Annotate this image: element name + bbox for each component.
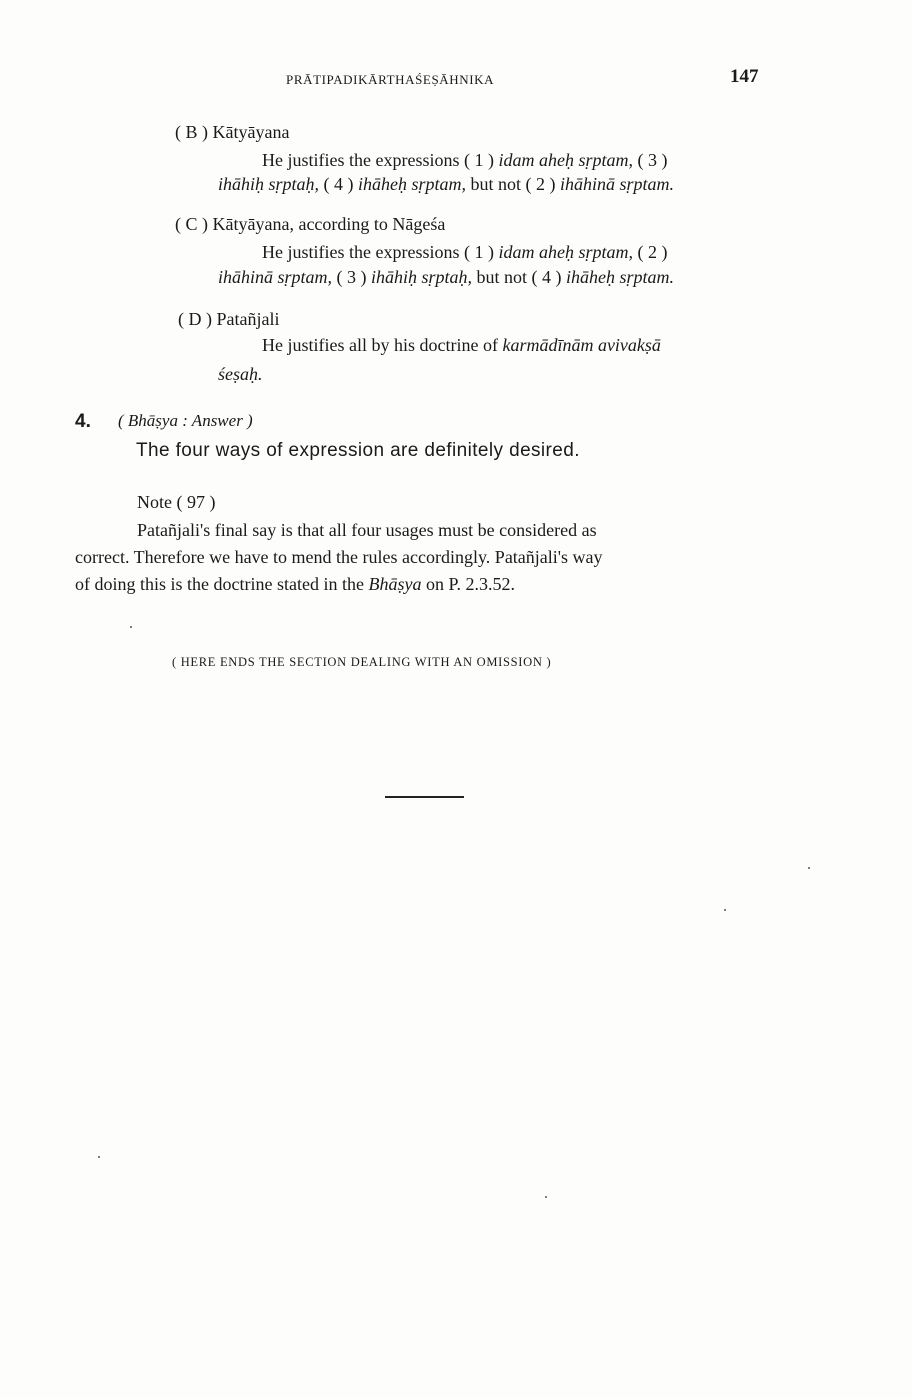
view-d-line-2 [218,364,263,385]
view-c-line-2 [218,267,674,288]
scan-speck [545,1196,547,1198]
text: He justifies the expressions ( 1 ) [262,242,499,262]
text: ( 4 ) [319,174,359,194]
running-head: PRĀTIPADIKĀRTHAŚEṢĀHNIKA [286,72,495,87]
italic-text: Bhāṣya [368,574,422,594]
italic-text: ihāheḥ sṛptam. [566,267,675,287]
text: He justifies all by his doctrine of [262,335,503,355]
italic-text: idam aheḥ sṛptam, [498,150,633,170]
view-d-line-1 [262,335,661,356]
scan-speck [808,867,810,869]
text: but not ( 2 ) [466,174,561,194]
text: ( 3 ) [632,150,668,170]
italic-text: ihāhinā sṛptam. [560,174,675,194]
scan-speck [724,909,726,911]
text: ( 2 ) [632,242,668,262]
text: of doing this is the doctrine stated in the [75,574,369,594]
text: He justifies the expressions ( 1 ) [262,150,499,170]
note-line-1: Patañjali's final say is that all four usages must be considered as [137,520,597,540]
italic-text: śeṣaḥ. [218,364,263,384]
view-d-heading: ( D ) Patañjali [178,309,280,329]
view-c-heading: ( C ) Kātyāyana, according to Nāgeśa [175,214,446,234]
note-line-2: correct. Therefore we have to mend the rules accordingly. Patañjali's way [75,547,603,567]
scan-speck [98,1156,100,1158]
scan-speck [130,626,132,628]
closing-line: ( HERE ENDS THE SECTION DEALING WITH AN OMISSION ) [172,655,552,669]
section-label: ( Bhāṣya : Answer ) [118,411,253,430]
italic-text: ihāhiḥ sṛptaḥ, [371,267,473,287]
answer-text: The four ways of expression are definitely desired. [136,440,580,461]
view-b-line-2 [218,174,674,195]
text: ( 3 ) [332,267,372,287]
text: on P. 2.3.52. [421,574,515,594]
view-c-line-1 [262,242,667,263]
italic-text: karmādīnām avivakṣā [502,335,661,355]
view-b-heading: ( B ) Kātyāyana [175,122,290,142]
page-number: 147 [730,66,759,87]
end-rule [385,796,464,798]
section-number: 4. [75,411,91,432]
view-b-line-1 [262,150,667,171]
note-heading: Note ( 97 ) [137,492,216,512]
text: but not ( 4 ) [472,267,567,287]
note-line-3 [75,574,515,595]
italic-text: ihāheḥ sṛptam, [358,174,467,194]
italic-text: ihāhinā sṛptam, [218,267,333,287]
italic-text: ihāhiḥ sṛptaḥ, [218,174,320,194]
italic-text: idam aheḥ sṛptam, [498,242,633,262]
